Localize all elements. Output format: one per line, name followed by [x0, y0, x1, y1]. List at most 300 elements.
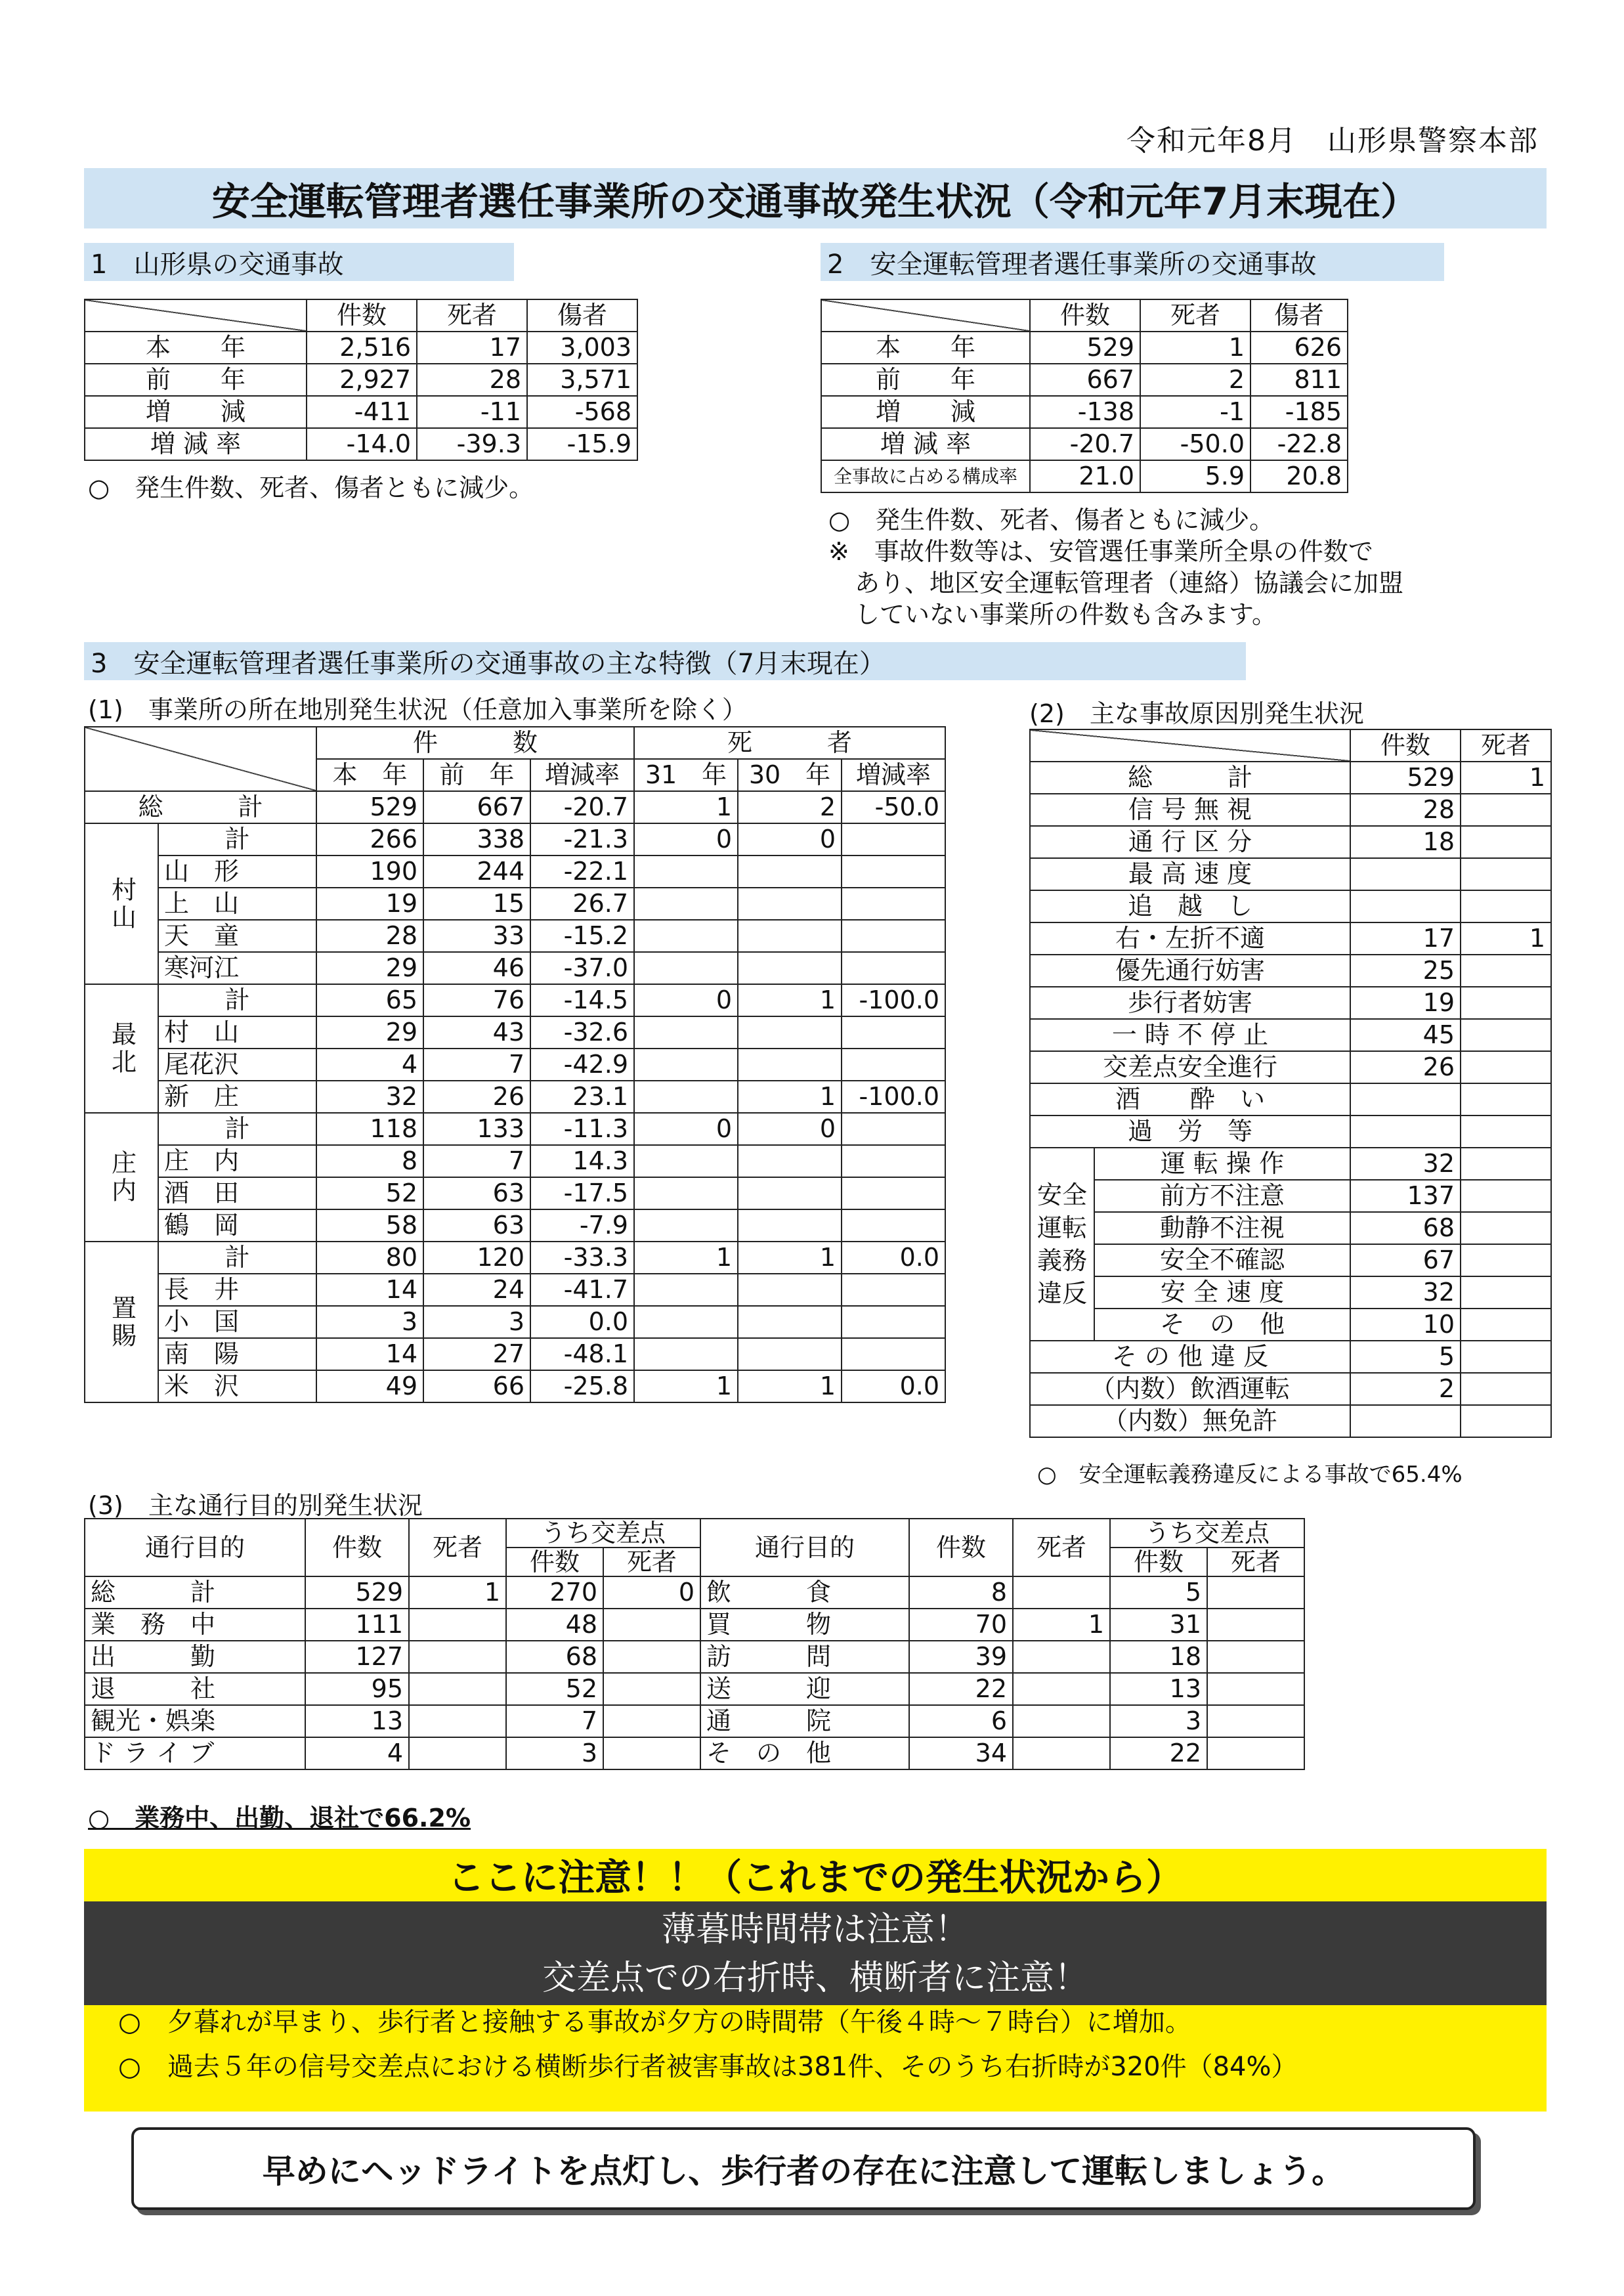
cell: -185	[1250, 396, 1348, 428]
row-label: 動静不注視	[1094, 1212, 1350, 1244]
row-label: 山 形	[158, 856, 316, 888]
row-label: 新 庄	[158, 1081, 316, 1113]
caution-bullet: ○ 過去５年の信号交差点における横断歩行者被害事故は381件、そのうち右折時が320件（84%）	[118, 2052, 1298, 2082]
cell	[842, 1016, 945, 1049]
cell: 5	[1350, 1341, 1461, 1373]
table-row	[85, 396, 637, 428]
row-label: 運 転 操 作	[1094, 1148, 1350, 1180]
cell: -1	[1140, 396, 1250, 428]
row-label: 信 号 無 視	[1030, 794, 1350, 826]
page-title-text: 安全運転管理者選任事業所の交通事故発生状況（令和元年7月末現在）	[211, 179, 1419, 224]
caution-heading: ここに注意！！（これまでの発生状況から）	[448, 1857, 1183, 1899]
row-label: 送 迎	[700, 1673, 909, 1705]
cell: 67	[1350, 1244, 1461, 1276]
cell	[842, 1338, 945, 1370]
col-header: 死者	[417, 299, 527, 332]
cell: 70	[909, 1609, 1013, 1641]
row-label: 計	[158, 823, 316, 856]
cell	[842, 1113, 945, 1145]
col-header: 30 年	[738, 759, 842, 791]
cell: 2	[1350, 1373, 1461, 1405]
table-row	[85, 1737, 1304, 1769]
cell	[603, 1609, 700, 1641]
cell: 39	[909, 1641, 1013, 1673]
col-header: 死者	[1207, 1548, 1304, 1576]
table-row	[85, 1609, 1304, 1641]
cell: 133	[423, 1113, 530, 1145]
row-label: 天 童	[158, 920, 316, 952]
row-label: 買 物	[700, 1609, 909, 1641]
cell	[634, 1209, 738, 1242]
cell: 529	[305, 1576, 409, 1609]
cell	[842, 856, 945, 888]
cell: 1	[409, 1576, 506, 1609]
cell: 1	[634, 1242, 738, 1274]
row-label: 尾花沢	[158, 1049, 316, 1081]
cell	[1461, 826, 1551, 858]
cell	[738, 1016, 842, 1049]
row-label: 本 年	[85, 332, 307, 364]
row-label: 南 陽	[158, 1338, 316, 1370]
row-label: 通 院	[700, 1705, 909, 1737]
row-label: 増 減	[821, 396, 1030, 428]
cell	[1461, 1276, 1551, 1309]
cell: 18	[1350, 826, 1461, 858]
table-row	[1030, 1180, 1551, 1212]
cell	[634, 856, 738, 888]
table-row	[85, 428, 637, 460]
cell: 26.7	[530, 888, 634, 920]
cell	[738, 952, 842, 984]
table-row	[1030, 1212, 1551, 1244]
cell	[738, 1145, 842, 1177]
section3-heading: 3 安全運転管理者選任事業所の交通事故の主な特徴（7月末現在）	[84, 642, 1246, 680]
cell: -42.9	[530, 1049, 634, 1081]
col-header: うち交差点	[1110, 1519, 1304, 1548]
cell	[1461, 1244, 1551, 1276]
cell: 2	[738, 791, 842, 823]
cell: 31	[1110, 1609, 1207, 1641]
cell: 24	[423, 1274, 530, 1306]
row-label: 村 山	[158, 1016, 316, 1049]
cell: 49	[316, 1370, 423, 1402]
table-row	[85, 823, 945, 856]
cell: 0.0	[530, 1306, 634, 1338]
cell: 529	[1030, 332, 1140, 364]
cell	[738, 920, 842, 952]
cell: 0	[634, 823, 738, 856]
note-line: ※ 事故件数等は、安管選任事業所全県の件数で	[828, 537, 1373, 566]
cell	[634, 888, 738, 920]
cell: 46	[423, 952, 530, 984]
row-label: 総 計	[1030, 762, 1350, 794]
cell: 65	[316, 984, 423, 1016]
cell: -33.3	[530, 1242, 634, 1274]
col-header: 傷者	[1250, 299, 1348, 332]
cell: -100.0	[842, 984, 945, 1016]
corner-cell	[1030, 729, 1350, 762]
section1-heading: 1 山形県の交通事故	[84, 243, 514, 281]
cell	[1207, 1705, 1304, 1737]
col-header: 死者	[1461, 729, 1551, 762]
table-row	[821, 428, 1348, 460]
cell: 48	[506, 1609, 603, 1641]
cell	[1461, 1373, 1551, 1405]
row-label: 総 計	[85, 791, 316, 823]
cell: 529	[316, 791, 423, 823]
col-header: 件数	[1030, 299, 1140, 332]
row-label: 増 減	[85, 396, 307, 428]
cell: -568	[527, 396, 637, 428]
cell	[738, 856, 842, 888]
row-label: 最 高 速 度	[1030, 858, 1350, 890]
headlight-reminder: 早めにヘッドライトを点灯し、歩行者の存在に注意して運転しましょう。	[131, 2127, 1476, 2210]
row-label: 訪 問	[700, 1641, 909, 1673]
row-label: 前方不注意	[1094, 1180, 1350, 1212]
cell: -50.0	[1140, 428, 1250, 460]
cell	[1350, 1116, 1461, 1148]
cell	[1013, 1737, 1110, 1769]
col-header: 死者	[1013, 1519, 1110, 1576]
cell	[603, 1705, 700, 1737]
table-row	[85, 791, 945, 823]
table-row	[1030, 1276, 1551, 1309]
cell: -39.3	[417, 428, 527, 460]
cell: 80	[316, 1242, 423, 1274]
corner-cell	[821, 299, 1030, 332]
cell	[634, 1338, 738, 1370]
cell: 120	[423, 1242, 530, 1274]
cell	[738, 1177, 842, 1209]
cell	[1461, 890, 1551, 922]
issuer-line: 令和元年8月 山形県警察本部	[1126, 124, 1539, 158]
cell: 45	[1350, 1019, 1461, 1051]
cell	[409, 1673, 506, 1705]
table-row	[1030, 890, 1551, 922]
cell: 58	[316, 1209, 423, 1242]
cell	[603, 1737, 700, 1769]
table-row	[85, 1576, 1304, 1609]
cell	[1461, 1116, 1551, 1148]
cell: 29	[316, 952, 423, 984]
cell	[1350, 1083, 1461, 1116]
table-row	[1030, 1373, 1551, 1405]
table-row	[1030, 826, 1551, 858]
cell: -22.8	[1250, 428, 1348, 460]
table-row	[85, 1049, 945, 1081]
sub2-note: ○ 安全運転義務違反による事故で65.4%	[1037, 1462, 1463, 1488]
row-label: （内数）飲酒運転	[1030, 1373, 1350, 1405]
row-label: 酒 田	[158, 1177, 316, 1209]
cell: 28	[316, 920, 423, 952]
cell: 63	[423, 1177, 530, 1209]
row-label: 安 全 速 度	[1094, 1276, 1350, 1309]
cell: 22	[909, 1673, 1013, 1705]
row-label: 寒河江	[158, 952, 316, 984]
cell: 1	[1461, 762, 1551, 794]
cell	[1461, 987, 1551, 1019]
table-row	[85, 1081, 945, 1113]
caution-bullets	[118, 2003, 1298, 2087]
corner-cell	[85, 727, 316, 791]
cell: 529	[1350, 762, 1461, 794]
cell	[842, 920, 945, 952]
cell: 270	[506, 1576, 603, 1609]
cell	[634, 1177, 738, 1209]
cell	[1013, 1641, 1110, 1673]
table-row	[85, 1338, 945, 1370]
cell: 32	[1350, 1148, 1461, 1180]
col-header: 件数	[1110, 1548, 1207, 1576]
caution-banner	[84, 1901, 1547, 2005]
cell	[409, 1705, 506, 1737]
row-label: （内数）無免許	[1030, 1405, 1350, 1437]
table-row	[85, 856, 945, 888]
cell: -22.1	[530, 856, 634, 888]
table-row	[1030, 1148, 1551, 1180]
row-label: そ の 他 違 反	[1030, 1341, 1350, 1373]
table-row	[1030, 1405, 1551, 1437]
cell: 66	[423, 1370, 530, 1402]
page-title	[84, 168, 1547, 228]
table-row	[85, 1177, 945, 1209]
cell	[603, 1673, 700, 1705]
row-label: そ の 他	[700, 1737, 909, 1769]
cell: 1	[1140, 332, 1250, 364]
cell	[1461, 1212, 1551, 1244]
cell: 1	[738, 1242, 842, 1274]
cell: 1	[634, 1370, 738, 1402]
row-label: 庄 内	[158, 1145, 316, 1177]
cell	[1461, 794, 1551, 826]
cell: -15.9	[527, 428, 637, 460]
table-row	[1030, 1083, 1551, 1116]
col-header: 死者	[603, 1548, 700, 1576]
row-label: 総 計	[85, 1576, 305, 1609]
region-label: 村山	[85, 823, 158, 984]
cell: 3	[316, 1306, 423, 1338]
cell: 10	[1350, 1309, 1461, 1341]
cell: 3	[506, 1737, 603, 1769]
cell: 63	[423, 1209, 530, 1242]
row-label: 退 社	[85, 1673, 305, 1705]
cell: 32	[316, 1081, 423, 1113]
sub1-heading: (1) 事業所の所在地別発生状況（任意加入事業所を除く）	[88, 695, 747, 724]
cell: 8	[909, 1576, 1013, 1609]
cell	[409, 1641, 506, 1673]
row-label: 増 減 率	[821, 428, 1030, 460]
cell: 0	[738, 1113, 842, 1145]
cell: 43	[423, 1016, 530, 1049]
cell	[634, 1049, 738, 1081]
cell: 19	[316, 888, 423, 920]
col-header: 本 年	[316, 759, 423, 791]
row-label: 計	[158, 984, 316, 1016]
col-header: 通行目的	[85, 1519, 305, 1576]
cell	[738, 1338, 842, 1370]
region-label: 庄内	[85, 1113, 158, 1242]
row-label: 追 越 し	[1030, 890, 1350, 922]
row-label: 全事故に占める構成率	[821, 460, 1030, 492]
section2-heading: 2 安全運転管理者選任事業所の交通事故	[821, 243, 1444, 281]
row-label: ド ラ イ ブ	[85, 1737, 305, 1769]
table-row	[1030, 1019, 1551, 1051]
cell	[1013, 1705, 1110, 1737]
cell	[842, 1145, 945, 1177]
row-label: 計	[158, 1242, 316, 1274]
cell	[1461, 1083, 1551, 1116]
cell: 338	[423, 823, 530, 856]
cell: 2,927	[307, 364, 417, 396]
cell: 3	[1110, 1705, 1207, 1737]
table-row	[1030, 1116, 1551, 1148]
col-header: 死者	[1140, 299, 1250, 332]
cell: 68	[1350, 1212, 1461, 1244]
cell: 14	[316, 1274, 423, 1306]
table-row	[85, 364, 637, 396]
cell	[1013, 1673, 1110, 1705]
cell: 190	[316, 856, 423, 888]
cell	[1461, 1019, 1551, 1051]
cell: 18	[1110, 1641, 1207, 1673]
col-header: 件数	[305, 1519, 409, 1576]
col-header: 前 年	[423, 759, 530, 791]
cell: 1	[738, 984, 842, 1016]
cell: -7.9	[530, 1209, 634, 1242]
table-row	[85, 920, 945, 952]
cell: -20.7	[530, 791, 634, 823]
table-row	[1030, 1341, 1551, 1373]
cell	[842, 1274, 945, 1306]
col-header: うち交差点	[506, 1519, 700, 1548]
cell	[842, 1049, 945, 1081]
cell: 266	[316, 823, 423, 856]
cell	[1207, 1737, 1304, 1769]
cell	[1207, 1609, 1304, 1641]
cell	[738, 888, 842, 920]
cell: 137	[1350, 1180, 1461, 1212]
table-row	[85, 1641, 1304, 1673]
cell: 13	[305, 1705, 409, 1737]
cell: -14.0	[307, 428, 417, 460]
cell	[1350, 858, 1461, 890]
cell	[738, 1274, 842, 1306]
cell: 4	[305, 1737, 409, 1769]
region-label: 置賜	[85, 1242, 158, 1402]
cell: 22	[1110, 1737, 1207, 1769]
cell	[1350, 890, 1461, 922]
col-header: 傷者	[527, 299, 637, 332]
cell: 34	[909, 1737, 1013, 1769]
cell: 626	[1250, 332, 1348, 364]
table-row	[1030, 794, 1551, 826]
cell: 26	[423, 1081, 530, 1113]
cell: 0	[634, 984, 738, 1016]
row-label: 業 務 中	[85, 1609, 305, 1641]
row-label: 観光・娯楽	[85, 1705, 305, 1737]
cell: 667	[1030, 364, 1140, 396]
cell	[842, 1209, 945, 1242]
row-label: 鶴 岡	[158, 1209, 316, 1242]
cell: 1	[1461, 922, 1551, 955]
cell: 0.0	[842, 1370, 945, 1402]
cell	[842, 1177, 945, 1209]
col-header: 31 年	[634, 759, 738, 791]
cell: 28	[417, 364, 527, 396]
cell: 26	[1350, 1051, 1461, 1083]
cell: 1	[634, 791, 738, 823]
row-label: 通 行 区 分	[1030, 826, 1350, 858]
cell: -411	[307, 396, 417, 428]
cell: 667	[423, 791, 530, 823]
cell: 244	[423, 856, 530, 888]
cell: 0	[738, 823, 842, 856]
row-label: 一 時 不 停 止	[1030, 1019, 1350, 1051]
table-row	[85, 1145, 945, 1177]
row-label: 歩行者妨害	[1030, 987, 1350, 1019]
row-label: そ の 他	[1094, 1309, 1350, 1341]
cell	[842, 1306, 945, 1338]
table-business-accidents	[821, 299, 1348, 493]
row-label: 上 山	[158, 888, 316, 920]
cell: 7	[423, 1145, 530, 1177]
cell: 811	[1250, 364, 1348, 396]
note-line: していない事業所の件数も含みます。	[855, 600, 1277, 629]
cell	[738, 1306, 842, 1338]
group-label: 安全運転義務違反	[1030, 1148, 1094, 1341]
cell	[1461, 1341, 1551, 1373]
cell: -21.3	[530, 823, 634, 856]
table-causes	[1029, 729, 1552, 1438]
cell	[603, 1641, 700, 1673]
cell: 2	[1140, 364, 1250, 396]
row-label: 前 年	[821, 364, 1030, 396]
row-label: 計	[158, 1113, 316, 1145]
cell: 68	[506, 1641, 603, 1673]
cell: 3,003	[527, 332, 637, 364]
row-label: 右・左折不適	[1030, 922, 1350, 955]
cell: 95	[305, 1673, 409, 1705]
cell: 15	[423, 888, 530, 920]
cell: 0	[634, 1113, 738, 1145]
cell	[1350, 1405, 1461, 1437]
cell	[634, 1306, 738, 1338]
group-header: 死 者	[634, 727, 945, 759]
cell	[409, 1609, 506, 1641]
table-row	[1030, 922, 1551, 955]
col-header: 件数	[1350, 729, 1461, 762]
row-label: 酒 酔 い	[1030, 1083, 1350, 1116]
caution-line-2: 交差点での右折時、横断者に注意！	[542, 1959, 1088, 1998]
cell: -25.8	[530, 1370, 634, 1402]
row-label: 安全不確認	[1094, 1244, 1350, 1276]
cell: 25	[1350, 955, 1461, 987]
table-row	[85, 1113, 945, 1145]
cell: -15.2	[530, 920, 634, 952]
row-label: 増 減 率	[85, 428, 307, 460]
cell: -11	[417, 396, 527, 428]
table-row	[85, 984, 945, 1016]
cell: 32	[1350, 1276, 1461, 1309]
table-row	[1030, 955, 1551, 987]
cell: 19	[1350, 987, 1461, 1019]
table-row	[85, 1705, 1304, 1737]
note-line: あり、地区安全運転管理者（連絡）協議会に加盟	[855, 569, 1404, 597]
cell: 33	[423, 920, 530, 952]
cell	[1461, 1309, 1551, 1341]
cell	[634, 952, 738, 984]
cell: 1	[1013, 1609, 1110, 1641]
